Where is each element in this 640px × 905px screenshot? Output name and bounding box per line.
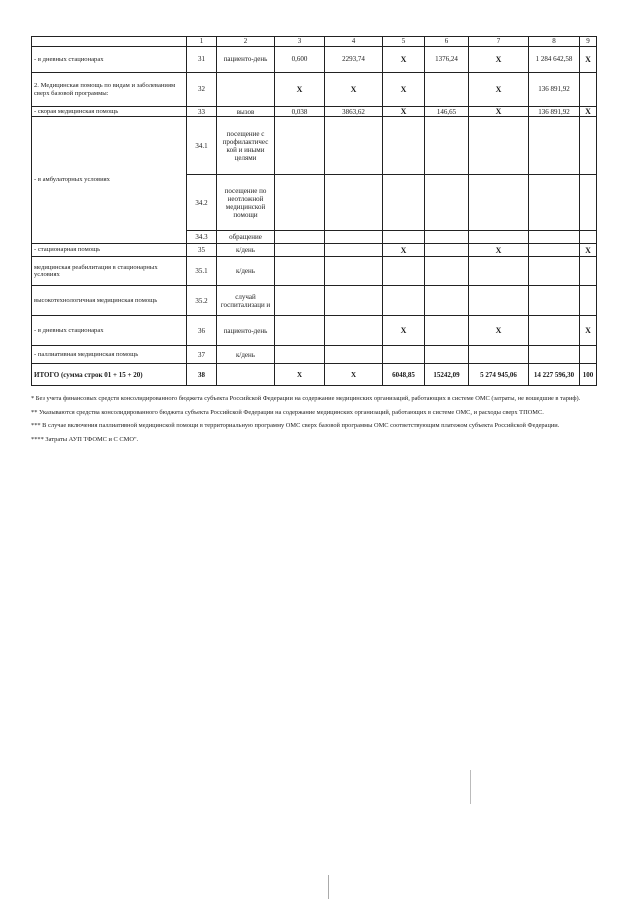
value-cell: 0,600 (275, 47, 325, 73)
unit-cell: пациенто-день (217, 47, 275, 73)
row-label: медицинская реабилитация в стационарных условиях (32, 257, 187, 286)
value-cell: X (469, 316, 529, 346)
table-row (32, 286, 597, 316)
value-cell (529, 244, 580, 257)
row-label: 2. Медицинская помощь по видам и заболеваниям сверх базовой программы: (32, 73, 187, 107)
unit-cell: к/день (217, 257, 275, 286)
value-cell: X (580, 107, 597, 117)
value-cell: X (580, 244, 597, 257)
row-number: 31 (187, 47, 217, 73)
header-cell: 4 (325, 37, 383, 47)
value-cell (325, 244, 383, 257)
value-cell (425, 73, 469, 107)
footnotes (31, 395, 594, 450)
unit-cell: обращение (217, 231, 275, 244)
unit-cell: случай госпитализаци и (217, 286, 275, 316)
header-cell: 2 (217, 37, 275, 47)
value-cell: 136 891,92 (529, 107, 580, 117)
scan-artifact (328, 875, 329, 899)
table-header-row (32, 37, 597, 47)
value-cell: X (469, 47, 529, 73)
value-cell: 0,038 (275, 107, 325, 117)
table-row (32, 244, 597, 257)
value-cell: X (383, 107, 425, 117)
value-cell: 136 891,92 (529, 73, 580, 107)
table-row (32, 73, 597, 107)
value-cell: X (383, 47, 425, 73)
value-cell (425, 316, 469, 346)
row-number: 34.2 (187, 175, 217, 231)
unit-cell (217, 364, 275, 386)
value-cell: X (275, 364, 325, 386)
row-number: 37 (187, 346, 217, 364)
value-cell (425, 244, 469, 257)
value-cell: 1376,24 (425, 47, 469, 73)
row-label: ИТОГО (сумма строк 01 + 15 + 20) (32, 364, 187, 386)
value-cell: X (469, 107, 529, 117)
value-cell: X (325, 73, 383, 107)
footnote: ** Указываются средства консолидированного бюджета субъекта Российской Федерации на содержание медицинских организаций, работающих в системе ОМС, и расходы сверх ТПОМС. (31, 408, 544, 416)
header-cell: 9 (580, 37, 597, 47)
table-row (32, 316, 597, 346)
header-cell: 6 (425, 37, 469, 47)
value-cell (275, 316, 325, 346)
unit-cell: к/день (217, 244, 275, 257)
row-number: 35.1 (187, 257, 217, 286)
scan-artifact (470, 770, 471, 804)
row-label: - в дневных стационарах (32, 316, 187, 346)
total-row (32, 364, 597, 386)
header-cell: 3 (275, 37, 325, 47)
table-row (32, 47, 597, 73)
unit-cell: пациенто-день (217, 316, 275, 346)
value-cell: 14 227 596,30 (529, 364, 580, 386)
row-number: 35.2 (187, 286, 217, 316)
header-cell: 7 (469, 37, 529, 47)
header-cell: 5 (383, 37, 425, 47)
value-cell: X (580, 316, 597, 346)
unit-cell: посещение с профилактичес кой и иными целями (217, 117, 275, 175)
value-cell: X (383, 73, 425, 107)
header-cell: 8 (529, 37, 580, 47)
value-cell: X (383, 244, 425, 257)
value-cell: X (469, 244, 529, 257)
value-cell (325, 316, 383, 346)
footnote: **** Затраты АУП ТФОМС и С СМО". (31, 435, 139, 443)
header-cell: 1 (187, 37, 217, 47)
row-label: - паллиативная медицинская помощь (32, 346, 187, 364)
value-cell: 2293,74 (325, 47, 383, 73)
value-cell (275, 244, 325, 257)
footnote: *** В случае включения паллиативной медицинской помощи в территориальную программу ОМС сверх базовой программы ОМС соответствующим платежом субъекта Российской Федерации. (31, 422, 560, 430)
row-number: 32 (187, 73, 217, 107)
value-cell: 1 284 642,58 (529, 47, 580, 73)
row-label: - в амбулаторных условиях (32, 117, 187, 244)
value-cell (580, 73, 597, 107)
value-cell: X (469, 73, 529, 107)
value-cell: 3863,62 (325, 107, 383, 117)
value-cell (529, 316, 580, 346)
row-label: - скорая медицинская помощь (32, 107, 187, 117)
table-row (32, 117, 597, 175)
row-number: 35 (187, 244, 217, 257)
value-cell: 15242,09 (425, 364, 469, 386)
row-label: высокотехнологичная медицинская помощь (32, 286, 187, 316)
footnote: * Без учета финансовых средств консолидированного бюджета субъекта Российской Федерации на содержание медицинских организаций, работающих в системе ОМС (затраты, не вошедшие в тариф). (31, 395, 581, 402)
row-number: 38 (187, 364, 217, 386)
table-row (32, 257, 597, 286)
value-cell: 6048,85 (383, 364, 425, 386)
value-cell: 146,65 (425, 107, 469, 117)
row-number: 36 (187, 316, 217, 346)
row-number: 34.3 (187, 231, 217, 244)
unit-cell: вызов (217, 107, 275, 117)
value-cell: X (383, 316, 425, 346)
value-cell: X (580, 47, 597, 73)
table-row (32, 346, 597, 364)
unit-cell: посещение по неотложной медицинской помощи (217, 175, 275, 231)
table-row (32, 107, 597, 117)
row-number: 33 (187, 107, 217, 117)
unit-cell (217, 73, 275, 107)
row-label: - в дневных стационарах (32, 47, 187, 73)
row-label: - стационарная помощь (32, 244, 187, 257)
value-cell: X (325, 364, 383, 386)
unit-cell: к/день (217, 346, 275, 364)
value-cell: 100 (580, 364, 597, 386)
row-number: 34.1 (187, 117, 217, 175)
value-cell: 5 274 945,06 (469, 364, 529, 386)
value-cell: X (275, 73, 325, 107)
funding-table (31, 36, 597, 386)
